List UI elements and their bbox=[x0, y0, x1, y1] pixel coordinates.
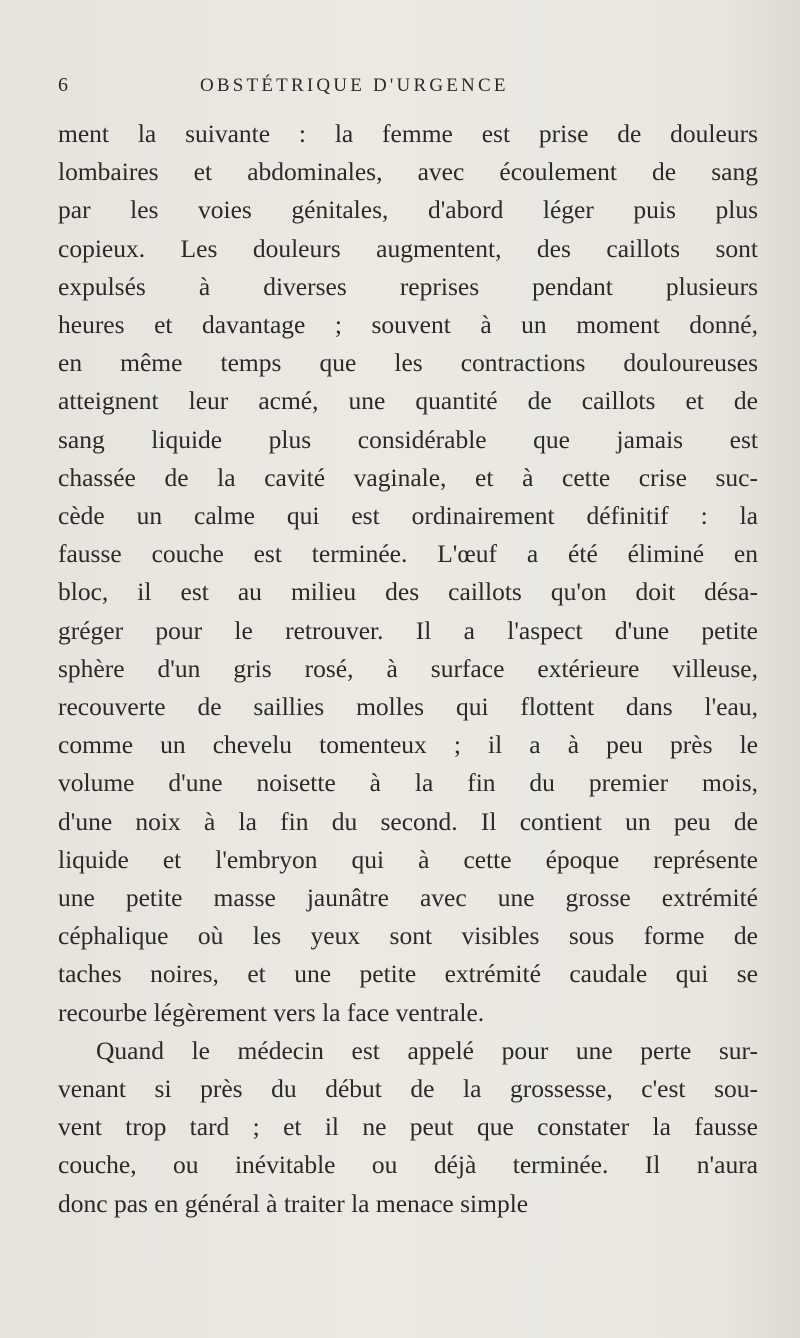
text-line: donc pas en général à traiter la menace simple bbox=[58, 1188, 529, 1218]
paragraph-2 bbox=[58, 1032, 758, 1223]
text-line: une petite masse jaunâtre avec une grosse extrémité bbox=[58, 883, 758, 913]
text-line: céphalique où les yeux sont visibles sous forme de bbox=[58, 921, 758, 951]
text-line: expulsés à diverses reprises pendant plusieurs bbox=[58, 271, 758, 301]
page-number: 6 bbox=[58, 74, 69, 96]
text-line: par les voies génitales, d'abord léger puis plus bbox=[58, 195, 758, 225]
text-line: gréger pour le retrouver. Il a l'aspect d'une petite bbox=[58, 615, 758, 645]
text-line: recouverte de saillies molles qui flottent dans l'eau, bbox=[58, 692, 758, 722]
text-line: cède un calme qui est ordinairement définitif : la bbox=[58, 501, 758, 531]
text-line: recourbe légèrement vers la face ventrale. bbox=[58, 997, 485, 1027]
text-line: Quand le médecin est appelé pour une perte sur- bbox=[96, 1035, 758, 1065]
text-line: en même temps que les contractions douloureuses bbox=[58, 348, 758, 378]
text-line: comme un chevelu tomenteux ; il a à peu près le bbox=[58, 730, 758, 760]
text-line: vent trop tard ; et il ne peut que constater la fausse bbox=[58, 1112, 758, 1142]
text-line: venant si près du début de la grossesse, c'est sou- bbox=[58, 1074, 758, 1104]
paragraph-1 bbox=[58, 115, 758, 1032]
text-line: fausse couche est terminée. L'œuf a été éliminé en bbox=[58, 539, 758, 569]
text-line: couche, ou inévitable ou déjà terminée. Il n'aura bbox=[58, 1150, 758, 1180]
text-line: bloc, il est au milieu des caillots qu'on doit désa- bbox=[58, 577, 758, 607]
text-line: taches noires, et une petite extrémité caudale qui se bbox=[58, 959, 758, 989]
body-text bbox=[58, 115, 758, 1223]
text-line: d'une noix à la fin du second. Il contient un peu de bbox=[58, 806, 758, 836]
text-line: sphère d'un gris rosé, à surface extérieure villeuse, bbox=[58, 653, 758, 683]
text-line: sang liquide plus considérable que jamais est bbox=[58, 424, 758, 454]
text-line: chassée de la cavité vaginale, et à cette crise suc- bbox=[58, 462, 758, 492]
text-line: liquide et l'embryon qui à cette époque représente bbox=[58, 844, 758, 874]
text-line: volume d'une noisette à la fin du premier mois, bbox=[58, 768, 758, 798]
text-line: atteignent leur acmé, une quantité de caillots et de bbox=[58, 386, 758, 416]
text-line: copieux. Les douleurs augmentent, des caillots sont bbox=[58, 233, 758, 263]
running-head: OBSTÉTRIQUE D'URGENCE bbox=[200, 75, 509, 96]
page-header bbox=[58, 74, 758, 108]
text-line: heures et davantage ; souvent à un moment donné, bbox=[58, 310, 758, 340]
text-line: ment la suivante : la femme est prise de douleurs bbox=[58, 119, 758, 148]
text-line: lombaires et abdominales, avec écoulement de sang bbox=[58, 157, 758, 187]
